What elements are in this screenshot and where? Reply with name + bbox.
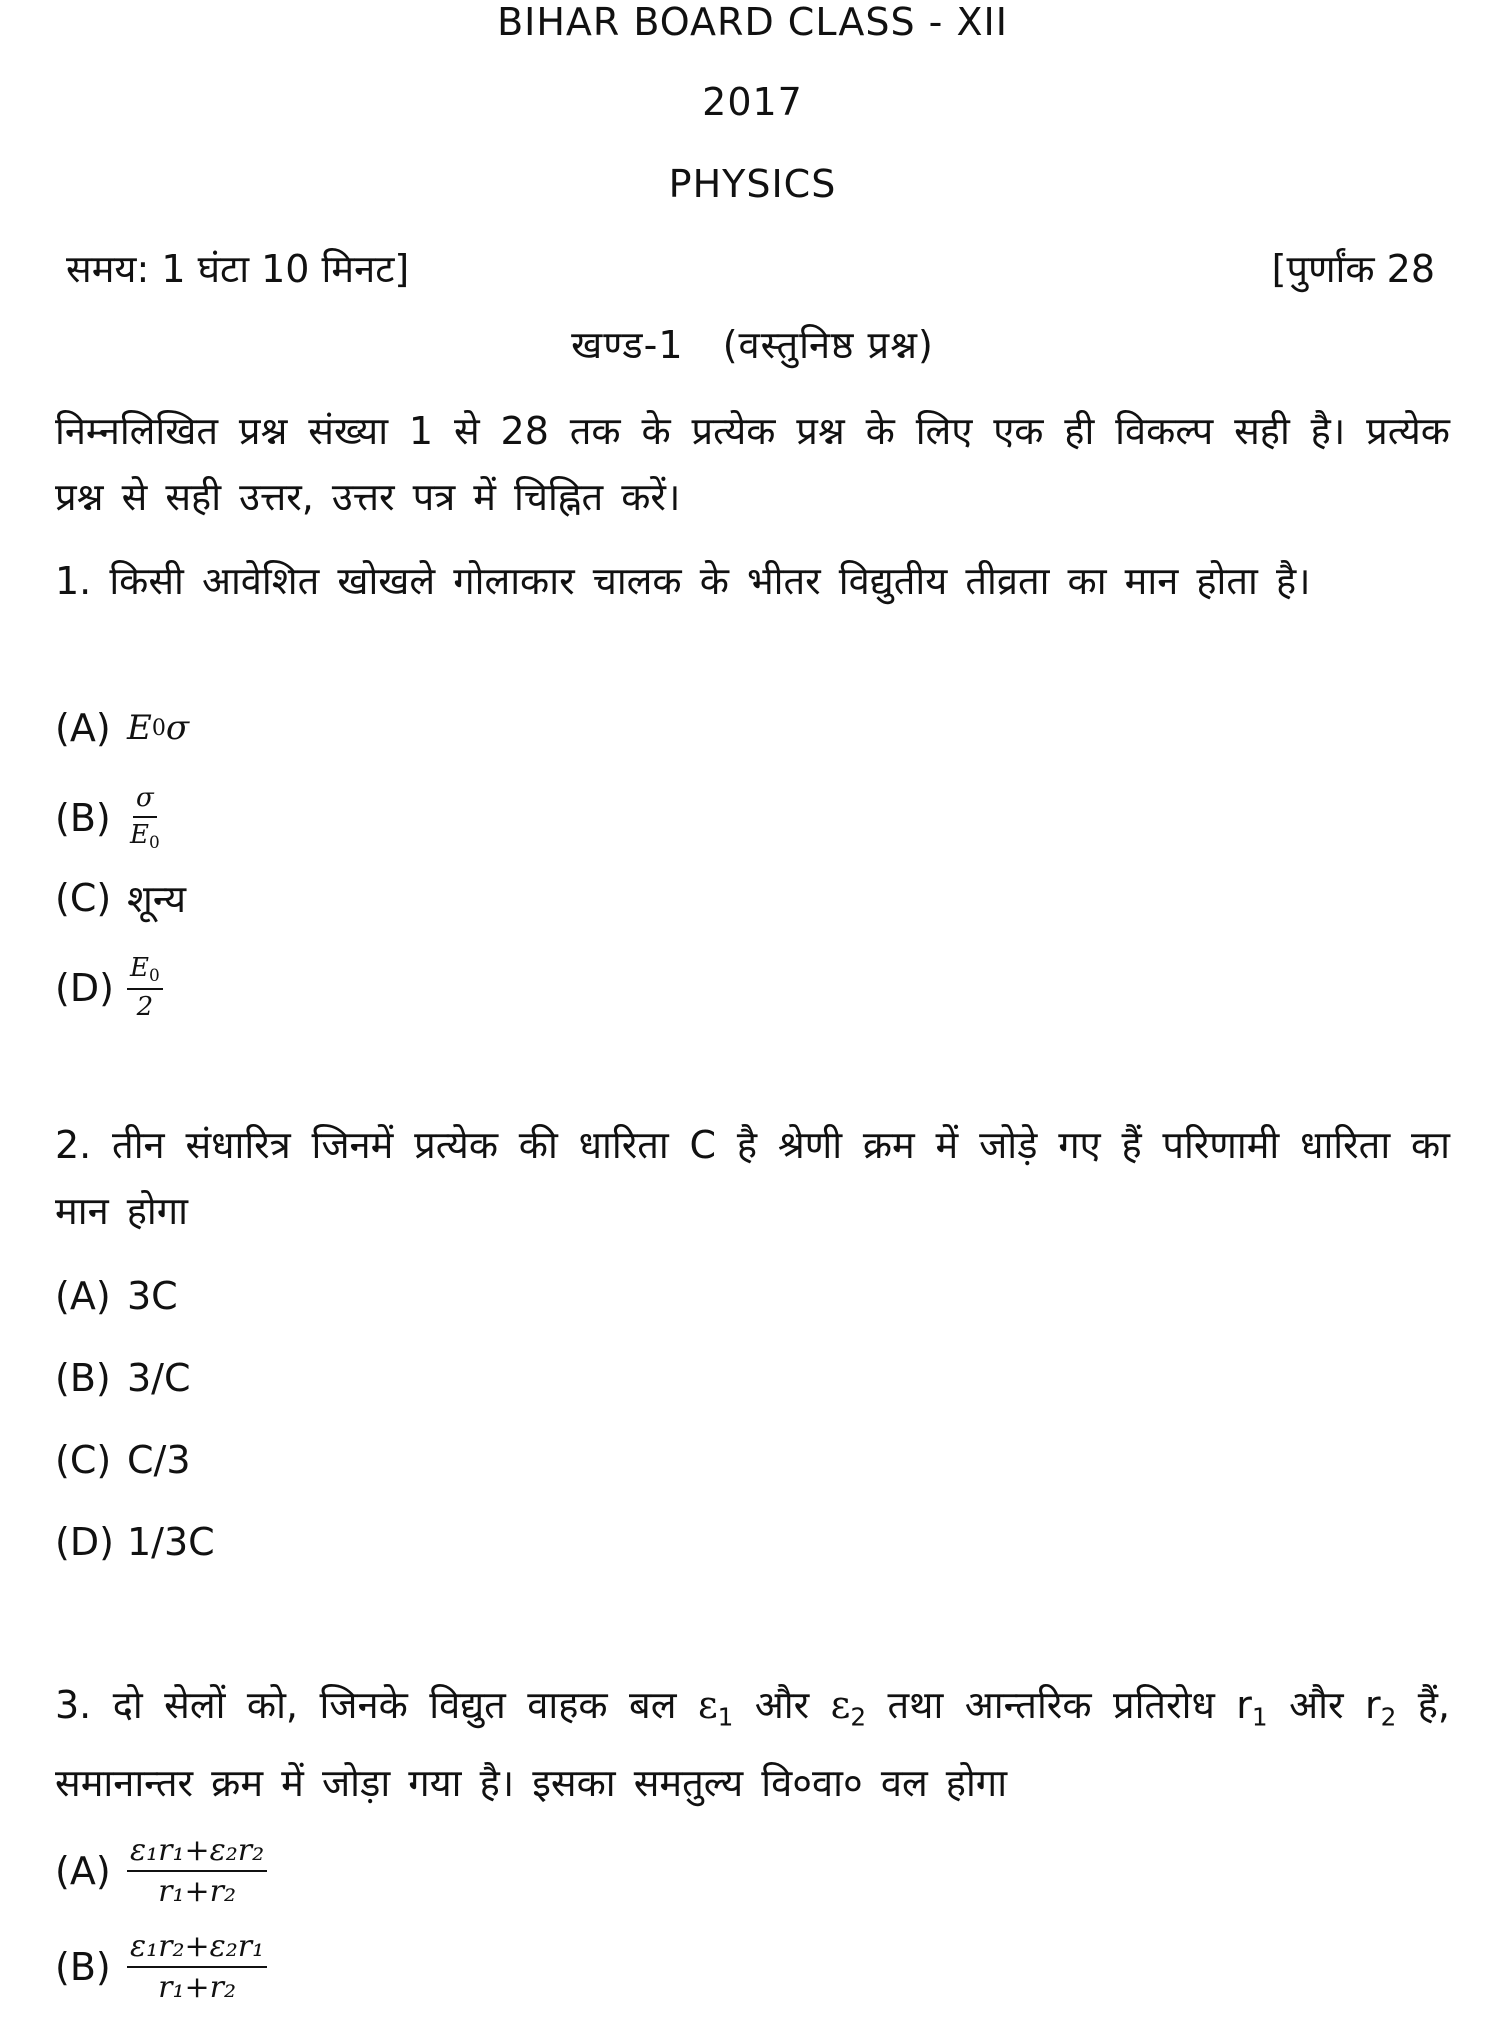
q3-option-b — [55, 1924, 267, 2010]
option-label: (D) — [55, 1520, 114, 1564]
option-label: (A) — [55, 1849, 111, 1893]
option-label: (A) — [55, 706, 111, 750]
subject-title: PHYSICS — [668, 162, 837, 206]
question-1-text: 1. किसी आवेशित खोखले गोलाकार चालक के भीतर विद्युतीय तीव्रता का मान होता है। — [55, 559, 1311, 603]
option-value: 3/C — [127, 1356, 191, 1400]
q1-option-a — [55, 698, 189, 758]
board-title: BIHAR BOARD CLASS - XII — [497, 0, 1008, 44]
option-label: (C) — [55, 876, 112, 920]
time-allowed: समय: 1 घंटा 10 मिनट] — [66, 247, 410, 291]
q1-option-c — [55, 868, 186, 928]
full-marks: [पुर्णांक 28 — [1271, 247, 1435, 291]
question-3-text: 3. दो सेलों को, जिनके विद्युत वाहक बल $\varepsilon_1$ और $\varepsilon_2$ तथा आन्तरिक प्रतिरोध $r_1$ और $r_2$ हैं, समानान्तर क्रम में जोड़ा गया है। इसका समतुल्य वि०वा० वल होगा — [55, 1683, 1450, 1806]
option-label: (C) — [55, 1438, 112, 1482]
option-label: (A) — [55, 1274, 111, 1318]
q1-option-d — [55, 948, 163, 1028]
option-label: (B) — [55, 796, 111, 840]
section-heading: खण्ड-1 (वस्तुनिष्ठ प्रश्न) — [571, 323, 934, 367]
option-value: 1/3C — [127, 1520, 215, 1564]
option-label: (D) — [55, 966, 114, 1010]
option-fraction: $\frac{\text{ε₁r₁+ε₂r₂}}{\text{r₁+r₂}}$ — [127, 1834, 267, 1908]
option-fraction: $\frac{E_0}{2}$ — [127, 954, 163, 1021]
q1-option-b — [55, 778, 163, 858]
question-2-text: 2. तीन संधारित्र जिनमें प्रत्येक की धारिता C है श्रेणी क्रम में जोड़े गए हैं परिणामी धारिता का मान होगा — [55, 1123, 1450, 1233]
q2-option-a — [55, 1266, 178, 1326]
option-fraction: $\frac{\text{ε₁r₂+ε₂r₁}}{\text{r₁+r₂}}$ — [127, 1930, 267, 2004]
option-value: E 0 σ — [127, 708, 190, 748]
q2-option-c — [55, 1430, 191, 1490]
option-value: शून्य — [127, 877, 187, 921]
exam-year: 2017 — [702, 80, 803, 124]
q2-option-b — [55, 1348, 191, 1408]
q2-option-d — [55, 1512, 215, 1572]
option-value: C/3 — [127, 1438, 191, 1482]
option-label: (B) — [55, 1945, 111, 1989]
option-fraction: $\frac{\sigma}{E_0}$ — [130, 783, 160, 853]
option-label: (B) — [55, 1356, 111, 1400]
q3-option-a — [55, 1828, 267, 1914]
option-value: 3C — [127, 1274, 178, 1318]
instructions: निम्नलिखित प्रश्न संख्या 1 से 28 तक के प्रत्येक प्रश्न के लिए एक ही विकल्प सही है। प्रत्येक प्रश्न से सही उत्तर, उत्तर पत्र में चिह्नित करें। — [55, 409, 1450, 519]
